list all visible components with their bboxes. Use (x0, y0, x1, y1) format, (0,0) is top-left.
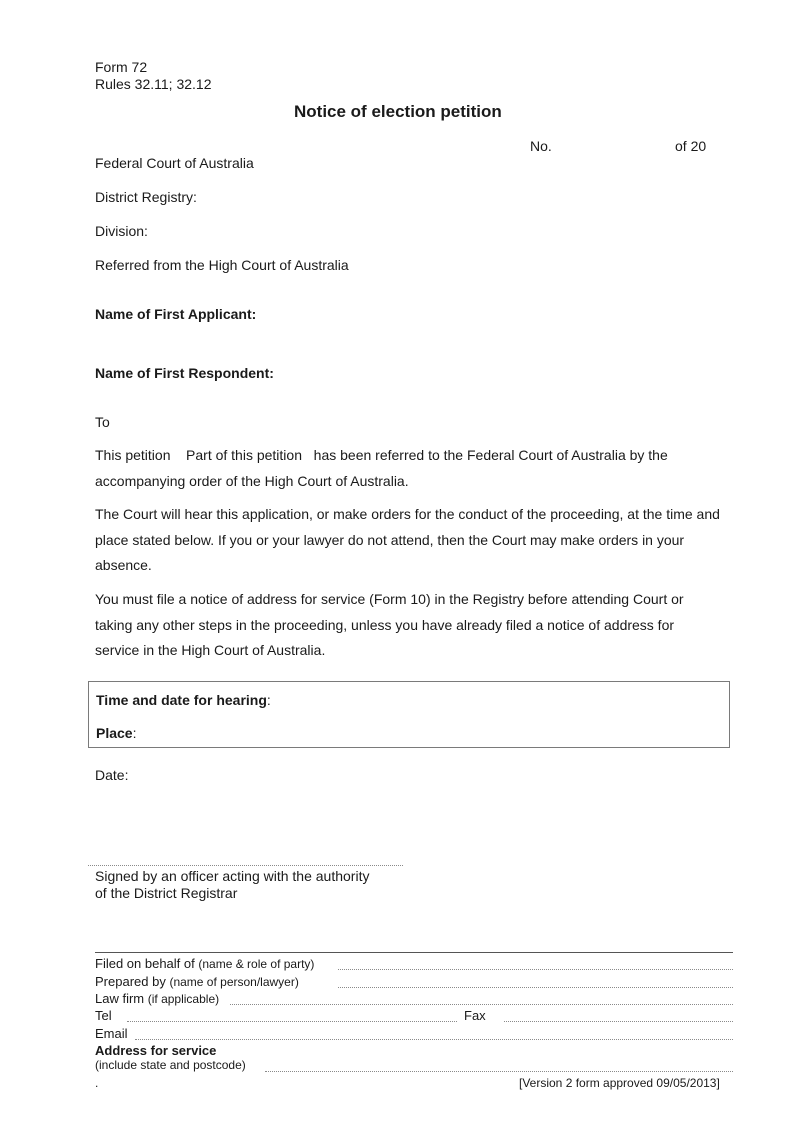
prepared-by-field[interactable] (338, 987, 733, 988)
filed-on-behalf-row (95, 956, 314, 971)
page-title: Notice of election petition (294, 102, 502, 121)
district-registry-label: District Registry: (95, 189, 197, 205)
address-for-service-label: Address for service (95, 1043, 217, 1058)
hearing-notice-paragraph: The Court will hear this application, or make orders for the conduct of the proceeding, at the time and place stated below. If you or your lawyer do not attend, then the Court may make orders in your absence. (95, 506, 720, 573)
date-label: Date: (95, 767, 129, 783)
signature-line (88, 865, 403, 866)
version-note: [Version 2 form approved 09/05/2013] (519, 1076, 720, 1090)
court-name: Federal Court of Australia (95, 155, 254, 171)
hearing-details-box (88, 681, 730, 748)
referred-from-text: Referred from the High Court of Australia (95, 257, 349, 273)
of-year-label: of 20 (675, 138, 707, 154)
first-respondent-label: Name of First Respondent: (95, 365, 274, 381)
referral-paragraph: This petition Part of this petition has been referred to the Federal Court of Australia by the accompanying order of the High Court of Australia. (95, 447, 672, 489)
form-number: Form 72 (95, 59, 148, 75)
hearing-place-colon: : (132, 725, 137, 741)
filed-on-behalf-label: Filed on behalf of (95, 956, 195, 971)
filed-on-behalf-note: (name & role of party) (198, 957, 315, 971)
prepared-by-label: Prepared by (95, 974, 166, 989)
law-firm-label: Law firm (95, 991, 145, 1006)
fax-field[interactable] (504, 1021, 733, 1022)
address-for-service-field[interactable] (265, 1071, 733, 1072)
tel-field[interactable] (127, 1021, 457, 1022)
law-firm-note: (if applicable) (147, 992, 220, 1006)
email-field[interactable] (135, 1039, 733, 1040)
prepared-by-note: (name of person/lawyer) (169, 975, 299, 989)
rules-reference: Rules 32.11; 32.12 (95, 76, 212, 92)
law-firm-field[interactable] (230, 1004, 733, 1005)
footer-dot: . (95, 1076, 99, 1090)
address-for-service-note: (include state and postcode) (95, 1058, 246, 1072)
email-label: Email (95, 1026, 128, 1041)
first-applicant-label: Name of First Applicant: (95, 306, 257, 322)
prepared-by-row (95, 974, 299, 989)
signature-caption-line2: of the District Registrar (95, 885, 238, 901)
hearing-time-row (96, 692, 271, 708)
hearing-time-label: Time and date for hearing (96, 692, 267, 708)
hearing-place-label: Place (96, 725, 133, 741)
footer-divider (95, 952, 733, 953)
fax-label: Fax (464, 1008, 486, 1023)
to-label: To (95, 414, 110, 430)
filed-on-behalf-field[interactable] (338, 969, 733, 970)
signature-caption-line1: Signed by an officer acting with the authority (95, 868, 370, 884)
division-label: Division: (95, 223, 148, 239)
no-label: No. (530, 138, 552, 154)
tel-label: Tel (95, 1008, 112, 1023)
hearing-time-colon: : (266, 692, 271, 708)
address-notice-paragraph: You must file a notice of address for service (Form 10) in the Registry before attending Court or taking any other steps in the proceeding, unless you have already filed a notice of address for service in the High Court of Australia. (95, 591, 684, 658)
hearing-place-row (96, 725, 136, 741)
law-firm-row (95, 991, 219, 1006)
